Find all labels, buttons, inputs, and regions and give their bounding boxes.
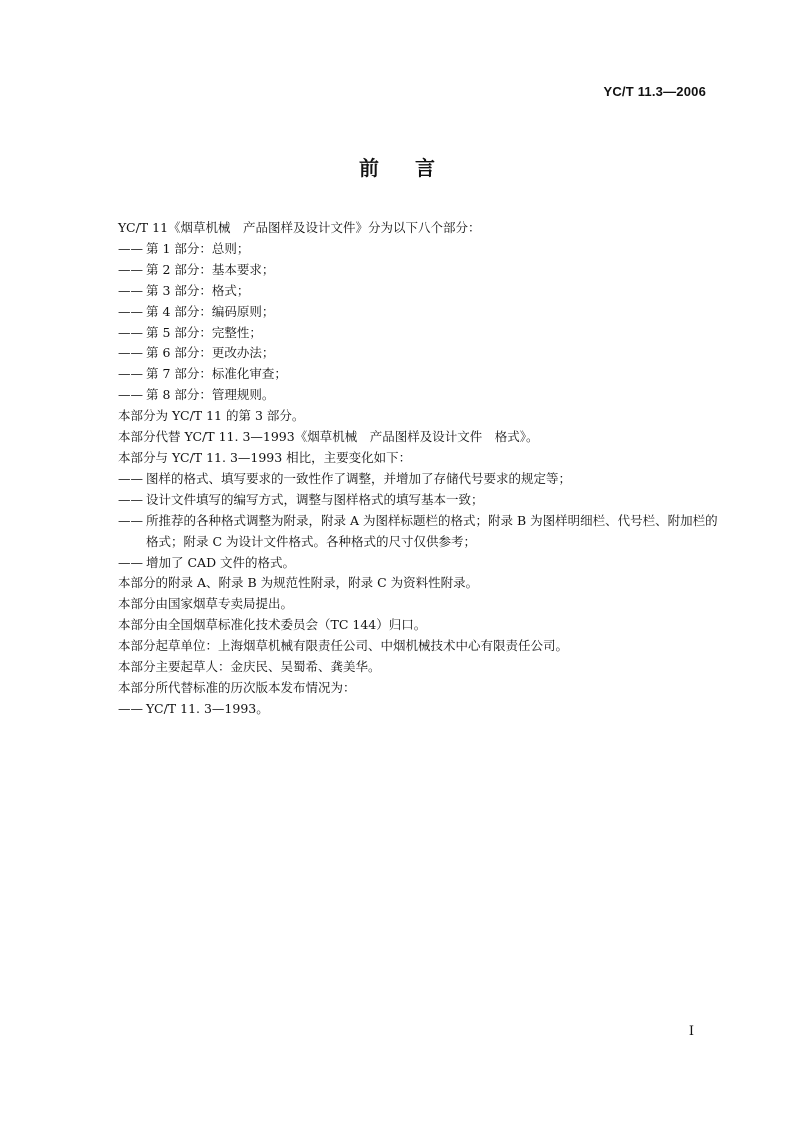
- proposed-by-paragraph: 本部分由国家烟草专卖局提出。: [118, 596, 294, 612]
- part-item: 第 1 部分：总则；: [146, 240, 250, 256]
- dash-marker: ——: [118, 512, 143, 528]
- list-item: [118, 469, 718, 490]
- changes-intro-paragraph: 本部分与 YC/T 11. 3—1993 相比，主要变化如下：: [118, 449, 412, 465]
- page-number: I: [688, 1024, 694, 1039]
- intro-paragraph: YC/T 11《烟草机械 产品图样及设计文件》分为以下八个部分：: [118, 220, 481, 235]
- dash-marker: ——: [118, 303, 143, 319]
- part-item: 第 6 部分：更改办法；: [146, 345, 275, 361]
- dash-marker: ——: [118, 261, 143, 277]
- part-item: 第 7 部分：标准化审查；: [146, 366, 287, 382]
- history-intro-paragraph: 本部分所代替标准的历次版本发布情况为：: [118, 679, 356, 695]
- part-item: 第 4 部分：编码原则；: [146, 303, 275, 319]
- foreword-body: [118, 218, 718, 720]
- dash-marker: ——: [118, 470, 143, 486]
- replaces-paragraph: 本部分代替 YC/T 11. 3—1993《烟草机械 产品图样及设计文件 格式》。: [118, 429, 539, 445]
- change-item: 设计文件填写的编写方式，调整与图样格式的填写基本一致；: [146, 491, 484, 507]
- drafters-paragraph: 本部分主要起草人：金庆民、吴蜀希、龚美华。: [118, 659, 381, 675]
- standard-code: YC/T 11.3—2006: [603, 84, 706, 99]
- dash-marker: ——: [118, 240, 143, 256]
- dash-marker: ——: [118, 345, 143, 361]
- dash-marker: ——: [118, 554, 143, 570]
- dash-marker: ——: [118, 700, 143, 716]
- list-item: [118, 302, 718, 323]
- list-item: [118, 511, 718, 553]
- dash-marker: ——: [118, 491, 143, 507]
- dash-marker: ——: [118, 387, 143, 403]
- dash-marker: ——: [118, 324, 143, 340]
- part-item: 第 5 部分：完整性；: [146, 324, 262, 340]
- list-item: [118, 239, 718, 260]
- this-part-paragraph: 本部分为 YC/T 11 的第 3 部分。: [118, 408, 305, 424]
- list-item: [118, 343, 718, 364]
- part-item: 第 8 部分：管理规则。: [146, 387, 275, 403]
- drafting-units-paragraph: 本部分起草单位：上海烟草机械有限责任公司、中烟机械技术中心有限责任公司。: [118, 638, 569, 654]
- list-item: [118, 385, 718, 406]
- change-item: 增加了 CAD 文件的格式。: [146, 554, 296, 570]
- change-item: 图样的格式、填写要求的一致性作了调整，并增加了存储代号要求的规定等；: [146, 470, 572, 486]
- centralized-by-paragraph: 本部分由全国烟草标准化技术委员会（TC 144）归口。: [118, 617, 427, 633]
- list-item: [118, 281, 718, 302]
- page-title: 前言: [359, 156, 471, 180]
- list-item: [118, 490, 718, 511]
- change-item: 所推荐的各种格式调整为附录，附录 A 为图样标题栏的格式；附录 B 为图样明细栏、代号栏、附加栏的格式；附录 C 为设计文件格式。各种格式的尺寸仅供参考；: [146, 512, 718, 549]
- part-item: 第 2 部分：基本要求；: [146, 261, 275, 277]
- list-item: [118, 553, 718, 574]
- history-item: YC/T 11. 3—1993。: [146, 700, 269, 716]
- dash-marker: ——: [118, 366, 143, 382]
- list-item: [118, 260, 718, 281]
- part-item: 第 3 部分：格式；: [146, 282, 250, 298]
- annexes-paragraph: 本部分的附录 A、附录 B 为规范性附录，附录 C 为资料性附录。: [118, 575, 479, 591]
- list-item: [118, 323, 718, 344]
- dash-marker: ——: [118, 282, 143, 298]
- list-item: [118, 364, 718, 385]
- list-item: [118, 699, 718, 720]
